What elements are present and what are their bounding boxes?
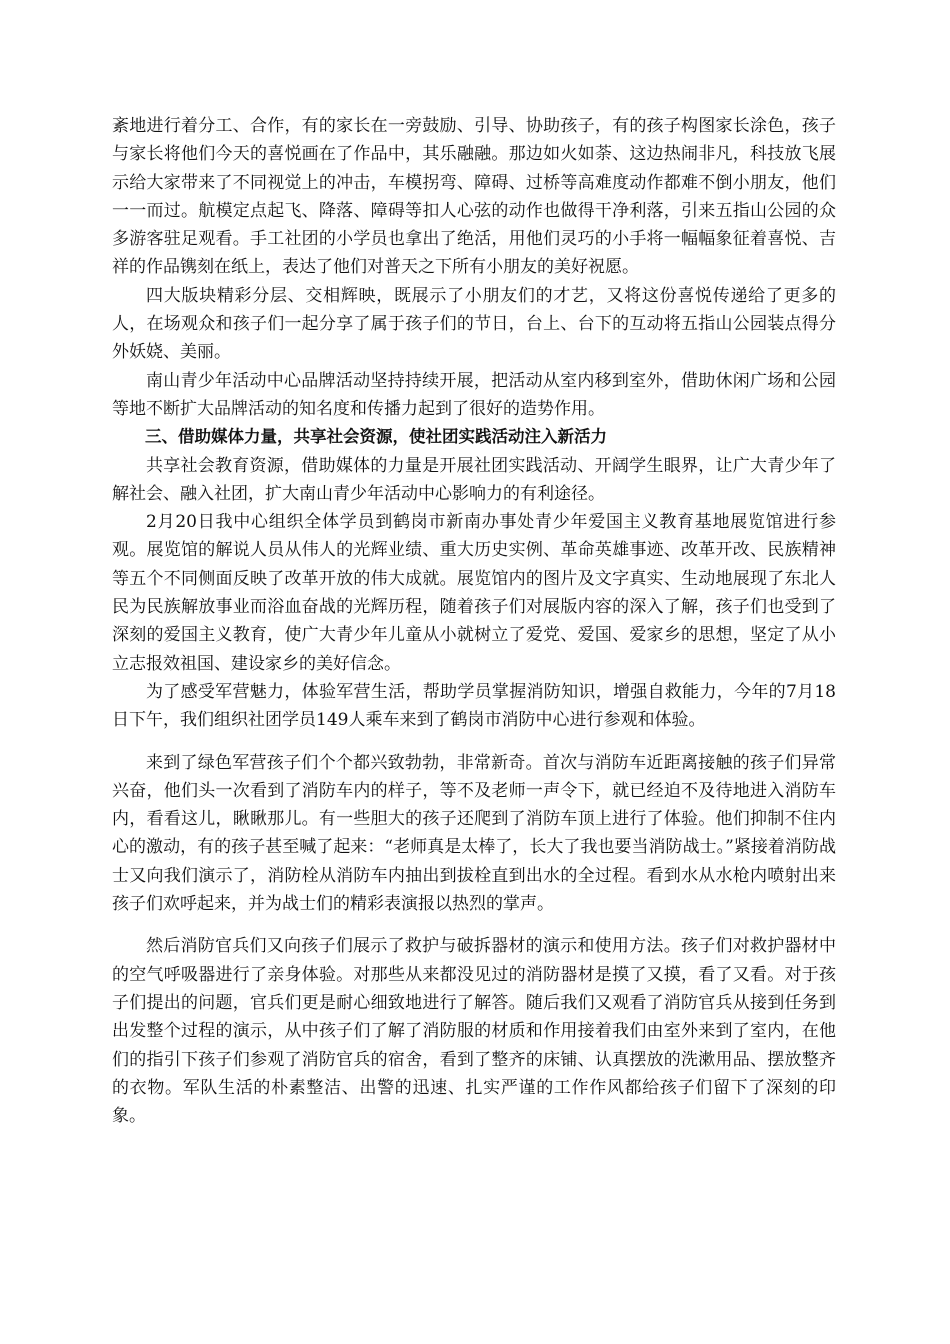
paragraph-4: 共享社会教育资源，借助媒体的力量是开展社团实践活动、开阔学生眼界，让广大青少年了解社会、融入社团，扩大南山青少年活动中心影响力的有利途径。	[112, 455, 836, 504]
section-heading: 三、借助媒体力量，共享社会资源，使社团实践活动注入新活力	[145, 427, 607, 447]
paragraph-6: 为了感受军营魅力，体验军营生活，帮助学员掌握消防知识，增强自救能力，今年的7月18日下午，我们组织社团学员149人乘车来到了鹤岗市消防中心进行参观和体验。	[112, 681, 836, 731]
paragraph-2: 四大版块精彩分层、交相辉映，既展示了小朋友们的才艺，又将这份喜悦传递给了更多的人，在场观众和孩子们一起分享了属于孩子们的节日，台上、台下的互动将五指山公园装点得分外妖娆、美丽。	[112, 285, 836, 363]
document-page	[112, 112, 836, 1130]
paragraph-3: 南山青少年活动中心品牌活动坚持持续开展，把活动从室内移到室外，借助休闲广场和公园等地不断扩大品牌活动的知名度和传播力起到了很好的造势作用。	[112, 370, 836, 419]
paragraph-1: 紊地进行着分工、合作，有的家长在一旁鼓励、引导、协助孩子，有的孩子构图家长涂色，孩子与家长将他们今天的喜悦画在了作品中，其乐融融。那边如火如荼、这边热闹非凡，科技放飞展示给大家带来了不同视觉上的冲击，车模拐弯、障碍、过桥等高难度动作都难不倒小朋友，他们一一而过。航模定点起飞、降落、障碍等扣人心弦的动作也做得干净利落，引来五指山公园的众多游客驻足观看。手工社团的小学员也拿出了绝活，用他们灵巧的小手将一幅幅象征着喜悦、吉祥的作品镌刻在纸上，表达了他们对普天之下所有小朋友的美好祝愿。	[112, 116, 836, 278]
paragraph-7: 来到了绿色军营孩子们个个都兴致勃勃，非常新奇。首次与消防车近距离接触的孩子们异常兴奋，他们头一次看到了消防车内的样子，等不及老师一声令下，就已经迫不及待地进入消防车内，看看这儿，瞅瞅那儿。有一些胆大的孩子还爬到了消防车顶上进行了体验。他们抑制不住内心的激动，有的孩子甚至喊了起来：“老师真是太棒了，长大了我也要当消防战士。”紧接着消防战士又向我们演示了，消防栓从消防车内抽出到拔栓直到出水的全过程。看到水从水枪内喷射出来孩子们欢呼起来，并为战士们的精彩表演报以热烈的掌声。	[112, 752, 836, 915]
paragraph-8: 然后消防官兵们又向孩子们展示了救护与破拆器材的演示和使用方法。孩子们对救护器材中的空气呼吸器进行了亲身体验。对那些从来都没见过的消防器材是摸了又摸，看了又看。对于孩子们提出的问题，官兵们更是耐心细致地进行了解答。随后我们又观看了消防官兵从接到任务到出发整个过程的演示，从中孩子们了解了消防服的材质和作用接着我们由室外来到了室内，在他们的指引下孩子们参观了消防官兵的宿舍，看到了整齐的床铺、认真摆放的洗漱用品、摆放整齐的衣物。军队生活的朴素整洁、出警的迅速、扎实严谨的工作作风都给孩子们留下了深刻的印象。	[112, 936, 836, 1127]
paragraph-5: 2月20日我中心组织全体学员到鹤岗市新南办事处青少年爱国主义教育基地展览馆进行参观。展览馆的解说人员从伟人的光辉业绩、重大历史实例、革命英雄事迹、改革开改、民族精神等五个不同侧面反映了改革开放的伟大成就。展览馆内的图片及文字真实、生动地展现了东北人民为民族解放事业而浴血奋战的光辉历程，随着孩子们对展版内容的深入了解，孩子们也受到了深刻的爱国主义教育，使广大青少年儿童从小就树立了爱党、爱国、爱家乡的思想，坚定了从小立志报效祖国、建设家乡的美好信念。	[112, 512, 836, 674]
